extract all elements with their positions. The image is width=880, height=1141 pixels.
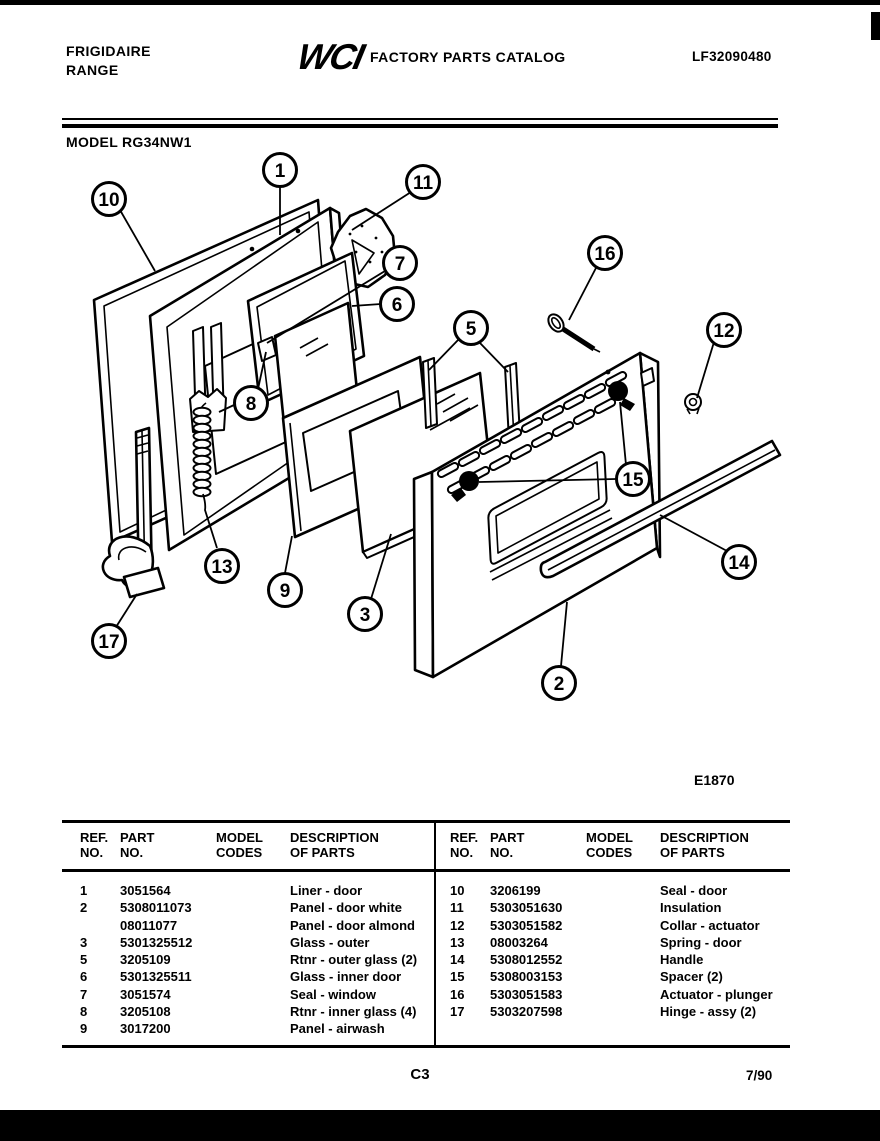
callout-10 [93,183,126,216]
svg-text:14: 14 [728,553,750,574]
part-collar-actuator [685,394,701,414]
parts-table-right [434,823,790,1045]
svg-text:15: 15 [622,470,644,491]
part-actuator-plunger [545,311,600,352]
callout-14 [723,546,756,579]
table-header-rule [62,869,790,872]
table-row: 3 5301325512 Glass - outer [80,934,370,950]
figure-code: E1870 [694,772,735,788]
svg-text:11: 11 [412,173,434,194]
table-row: 14 5308012552 Handle [450,952,704,968]
table-row: 1 3051564 Liner - door [80,883,363,898]
svg-text:2: 2 [553,674,565,695]
callout-7 [384,247,417,280]
table-header: REF. NO. PART NO. MODEL CODES DESCRIPTION OF PARTS [80,830,379,860]
svg-text:16: 16 [594,244,616,265]
table-row: 12 5303051582 Collar - actuator [450,917,760,933]
callout-15 [617,463,650,496]
svg-text:17: 17 [98,632,120,653]
table-row: 2 5308011073 Panel - door white [80,900,402,916]
table-row: 15 5308003153 Spacer (2) [450,969,723,985]
publication-number: LF32090480 [692,49,772,64]
callout-11 [407,166,440,199]
table-body-right [450,860,790,1020]
scan-artifact-bottom [0,1110,880,1141]
table-body-left [80,860,434,1038]
date-code: 7/90 [746,1068,773,1083]
svg-text:12: 12 [713,321,735,342]
callout-13 [206,550,239,583]
callout-3 [349,598,382,631]
callout-5 [455,312,488,345]
callout-16 [589,237,622,270]
svg-text:13: 13 [211,557,233,578]
table-header: REF. NO. PART NO. MODEL CODES DESCRIPTION OF PARTS [450,830,749,860]
table-row: 11 5303051630 Insulation [450,900,722,916]
svg-text:10: 10 [98,190,120,211]
svg-text:1: 1 [274,161,286,182]
svg-text:5: 5 [465,319,477,340]
callout-17 [93,625,126,658]
parts-table-left [62,823,434,1045]
svg-text:7: 7 [394,254,406,275]
table-row: 17 5303207598 Hinge - assy (2) [450,1004,757,1020]
model-label: MODEL RG34NW1 [66,134,192,150]
callout-9 [269,574,302,607]
table-row: 5 3205109 Rtnr - outer glass (2) [80,952,418,968]
callout-6 [381,288,414,321]
callout-12 [708,314,741,347]
brand-line2: RANGE [66,62,119,78]
brand-line1: FRIGIDAIRE [66,43,151,59]
page-code: C3 [410,1066,430,1083]
svg-text:6: 6 [391,295,403,316]
table-row: 16 5303051583 Actuator - plunger [450,986,773,1002]
table-row: 13 08003264 Spring - door [450,934,742,950]
parts-table [62,820,790,1048]
table-row: 6 5301325511 Glass - inner door [80,969,402,985]
catalog-title: FACTORY PARTS CATALOG [370,49,566,65]
table-row: 9 3017200 Panel - airwash [80,1021,385,1037]
callout-1 [264,154,297,187]
callout-2 [543,667,576,700]
table-row: 10 3206199 Seal - door [450,883,728,898]
table-row: 8 3205108 Rtnr - inner glass (4) [80,1004,417,1020]
table-row: 08011077 Panel - door almond [120,917,415,933]
svg-text:8: 8 [245,394,257,415]
part-spring-door [194,408,211,497]
table-divider [434,823,436,1045]
table-row: 7 3051574 Seal - window [80,986,376,1002]
wci-logo: WCI [293,36,367,77]
callout-8 [235,387,268,420]
svg-text:3: 3 [359,605,371,626]
svg-text:9: 9 [279,581,291,602]
